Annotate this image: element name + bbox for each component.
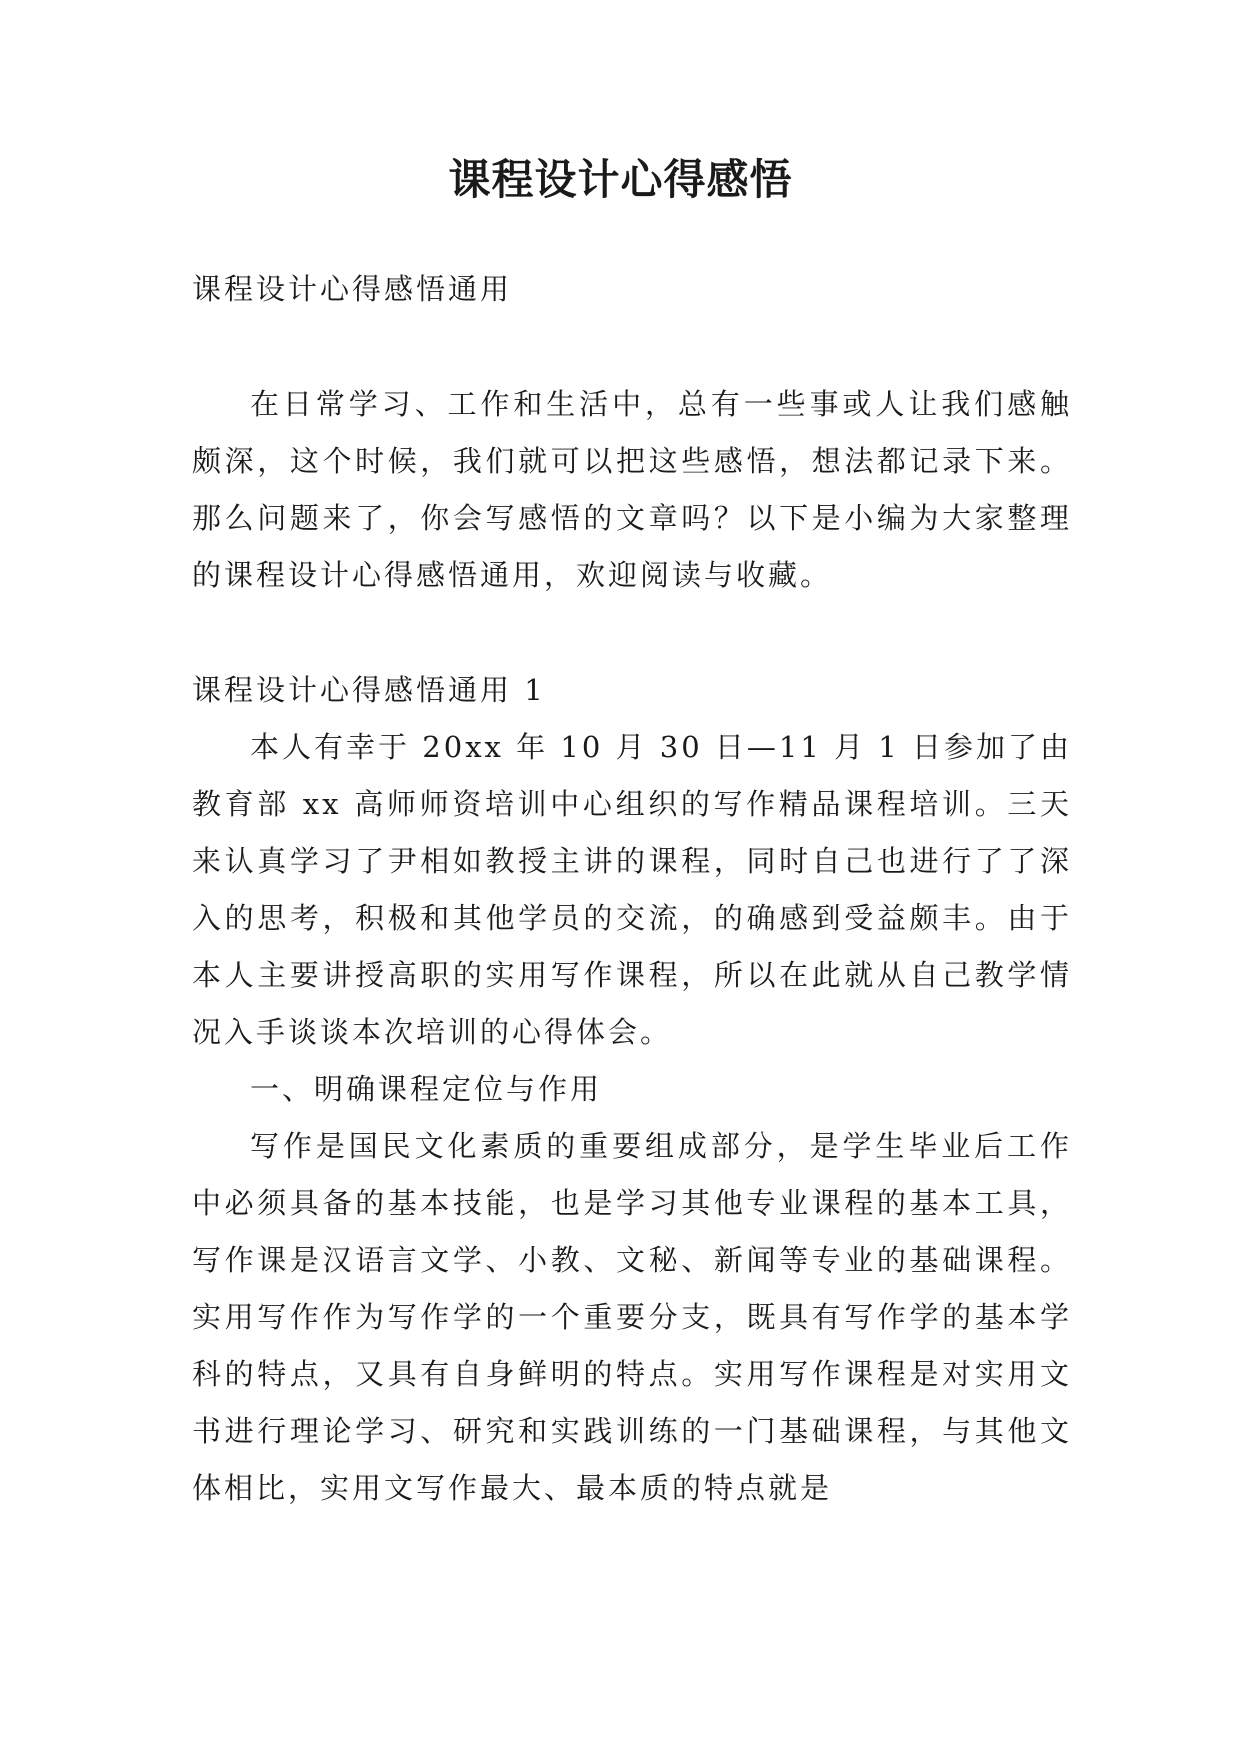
section-paragraph: 本人有幸于 20xx 年 10 月 30 日—11 月 1 日参加了由教育部 xx 高师师资培训中心组织的写作精品课程培训。三天来认真学习了尹相如教授主讲的课程，同时自己也进行了了深入的思考，积极和其他学员的交流，的确感到受益颇丰。由于本人主要讲授高职的实用写作课程，所以在此就从自己教学情况入手谈谈本次培训的心得体会。 xyxy=(192,730,1072,1049)
subsection-heading: 一、明确课程定位与作用 xyxy=(250,1072,603,1106)
intro-paragraph: 在日常学习、工作和生活中，总有一些事或人让我们感触颇深，这个时候，我们就可以把这些感悟，想法都记录下来。那么问题来了，你会写感悟的文章吗？以下是小编为大家整理的课程设计心得感悟通用，欢迎阅读与收藏。 xyxy=(192,387,1072,592)
document-subtitle: 课程设计心得感悟通用 xyxy=(192,272,513,306)
subsection-paragraph: 写作是国民文化素质的重要组成部分，是学生毕业后工作中必须具备的基本技能，也是学习其他专业课程的基本工具，写作课是汉语言文学、小教、文秘、新闻等专业的基础课程。实用写作作为写作学的一个重要分支，既具有写作学的基本学科的特点，又具有自身鲜明的特点。实用写作课程是对实用文书进行理论学习、研究和实践训练的一门基础课程，与其他文体相比，实用文写作最大、最本质的特点就是 xyxy=(192,1129,1072,1505)
document-title: 课程设计心得感悟 xyxy=(448,155,793,204)
section-heading: 课程设计心得感悟通用 1 xyxy=(192,673,546,707)
document-body xyxy=(192,261,1072,1517)
